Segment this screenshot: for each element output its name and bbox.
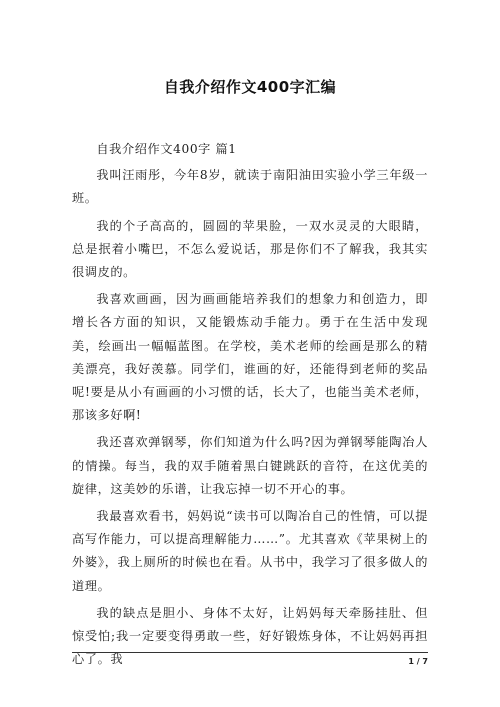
paragraph: 我最喜欢看书，妈妈说“读书可以陶冶自己的性情，可以提高写作能力，可以提高理解能力……”。尤其喜欢《苹果树上的外婆》，我上厕所的时候也在看。从书中，我学习了很多做人的道理。 xyxy=(72,509,428,593)
page-number: 1 / 7 xyxy=(408,657,428,666)
document-body xyxy=(72,138,428,675)
document-title: 自我介绍作文400字汇编 xyxy=(163,78,337,96)
paragraph: 我叫汪雨彤，今年8岁，就读于南阳油田实验小学三年级一班。 xyxy=(72,168,428,206)
paragraph: 我的个子高高的，圆圆的苹果脸，一双水灵灵的大眼睛，总是抿着小嘴巴，不怎么爱说话，那是你们不了解我，我其实很调皮的。 xyxy=(72,218,428,280)
section-heading: 自我介绍作文400字 篇1 xyxy=(96,142,237,156)
paragraph: 我的缺点是胆小、身体不太好，让妈妈每天牵肠挂肚、但惊受怕;我一定要变得勇敢一些，好好锻炼身体，不让妈妈再担心了。我 xyxy=(72,605,428,667)
paragraph: 我喜欢画画，因为画画能培养我们的想象力和创造力，即增长各方面的知识，又能锻炼动手能力。勇于在生活中发现美，绘画出一幅幅蓝图。在学校，美术老师的绘画是那么的精美漂亮，我好羡慕。同学们，谁画的好，还能得到老师的奖品呢!要是从小有画画的小习惯的话，长大了，也能当美术老师，那该多好啊! xyxy=(72,292,428,423)
paragraph: 我还喜欢弹钢琴，你们知道为什么吗?因为弹钢琴能陶冶人的情操。每当，我的双手随着黑白键跳跃的音符，在这优美的旋律，这美妙的乐谱，让我忘掉一切不开心的事。 xyxy=(72,435,428,496)
footer-divider xyxy=(72,652,428,653)
